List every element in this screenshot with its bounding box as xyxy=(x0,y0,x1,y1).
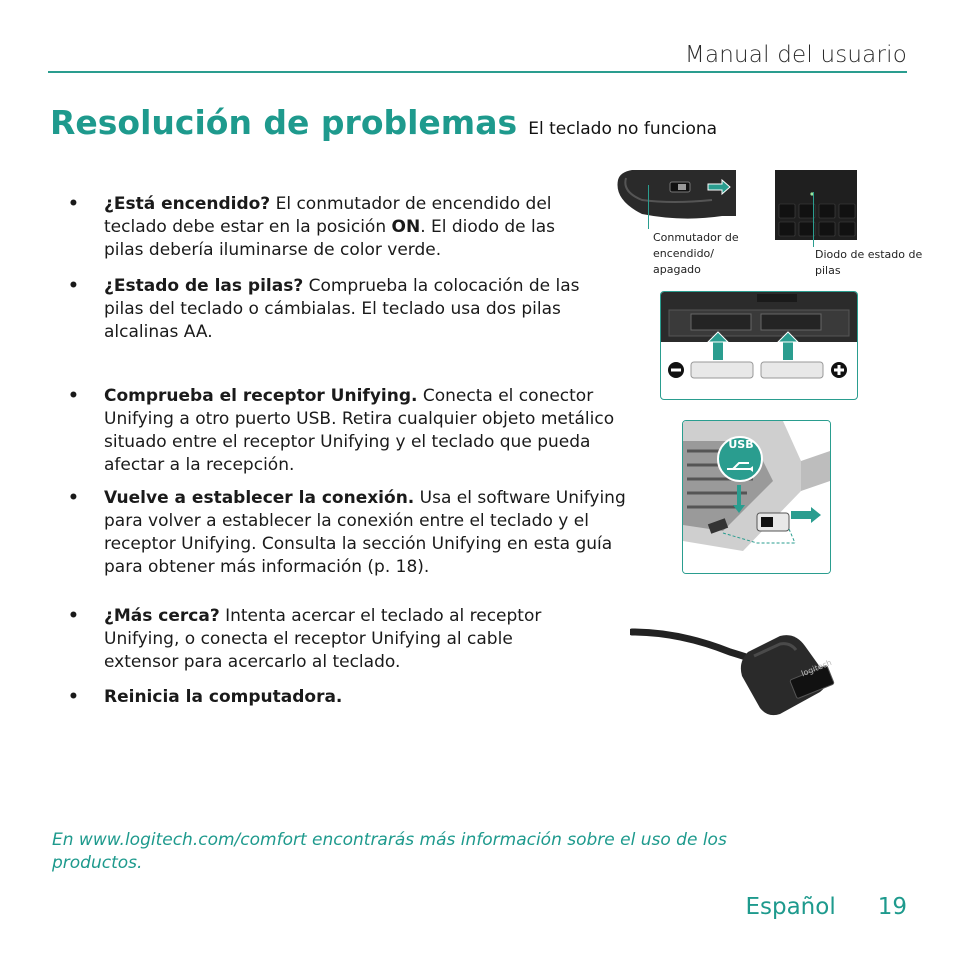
list-item-lead: Comprueba el receptor Unifying. xyxy=(104,386,418,406)
page-footer xyxy=(745,894,907,920)
bullet-dot: • xyxy=(68,276,79,296)
list-item-body: Comprueba la colocación de las pilas del teclado o cámbialas. El teclado usa dos pilas alcalinas AA. xyxy=(104,276,580,342)
list-item-text xyxy=(104,275,588,344)
power-switch-image xyxy=(612,170,736,225)
bullet-dot: • xyxy=(68,606,79,626)
list-item-text xyxy=(104,385,620,477)
list-item-text xyxy=(104,686,464,709)
list-item-body: El conmutador de encendido del teclado debe estar en la posición xyxy=(104,194,552,237)
list-item-body: . El diodo de las pilas debería iluminarse de color verde. xyxy=(104,217,556,260)
battery-compartment-image xyxy=(660,291,858,400)
bullet-dot: • xyxy=(68,687,79,707)
section-heading xyxy=(50,103,717,142)
footer-language: Español xyxy=(745,894,836,920)
brand-label: logitech xyxy=(800,658,833,679)
list-item-text xyxy=(104,487,626,579)
list-item-lead: ¿Estado de las pilas? xyxy=(104,276,304,296)
list-item-body: Intenta acercar el teclado al receptor Unifying, o conecta el receptor Unifying al cable extensor para acercarlo al teclado. xyxy=(104,606,542,672)
list-item-lead: Reinicia la computadora. xyxy=(104,687,343,707)
list-item-text xyxy=(104,193,568,262)
battery-led-image xyxy=(775,170,857,240)
list-item-lead: Vuelve a establecer la conexión. xyxy=(104,488,415,508)
bullet-dot: • xyxy=(68,488,79,508)
usb-label: USB xyxy=(728,438,754,451)
bullet-dot: • xyxy=(68,194,79,214)
leader-line xyxy=(648,185,649,229)
on-label: ON xyxy=(391,217,421,237)
list-item-text xyxy=(104,605,554,674)
switch-caption: Conmutador de encendido/ apagado xyxy=(653,231,739,276)
page-subtitle: El teclado no funciona xyxy=(528,119,718,139)
bullet-dot: • xyxy=(68,386,79,406)
led-caption: Diodo de estado de pilas xyxy=(815,248,923,277)
list-item-body: Conecta el conector Unifying a otro puerto USB. Retira cualquier objeto metálico situado entre el receptor Unifying y el teclado que pueda afectar a la recepción. xyxy=(104,386,615,475)
list-item-lead: ¿Más cerca? xyxy=(104,606,220,626)
page-number: 19 xyxy=(877,894,907,920)
manual-title: Manual del usuario xyxy=(684,42,907,68)
page-title: Resolución de problemas xyxy=(50,103,518,142)
header-divider xyxy=(48,71,907,73)
list-item-lead: ¿Está encendido? xyxy=(104,194,271,214)
list-item-body: Usa el software Unifying para volver a establecer la conexión entre el teclado y el receptor Unifying. Consulta la sección Unifying en esta guía para obtener más información (p. 18). xyxy=(104,488,626,577)
leader-line xyxy=(813,192,814,247)
more-info-note: En www.logitech.com/comfort encontrarás más información sobre el uso de los productos. xyxy=(52,830,727,873)
